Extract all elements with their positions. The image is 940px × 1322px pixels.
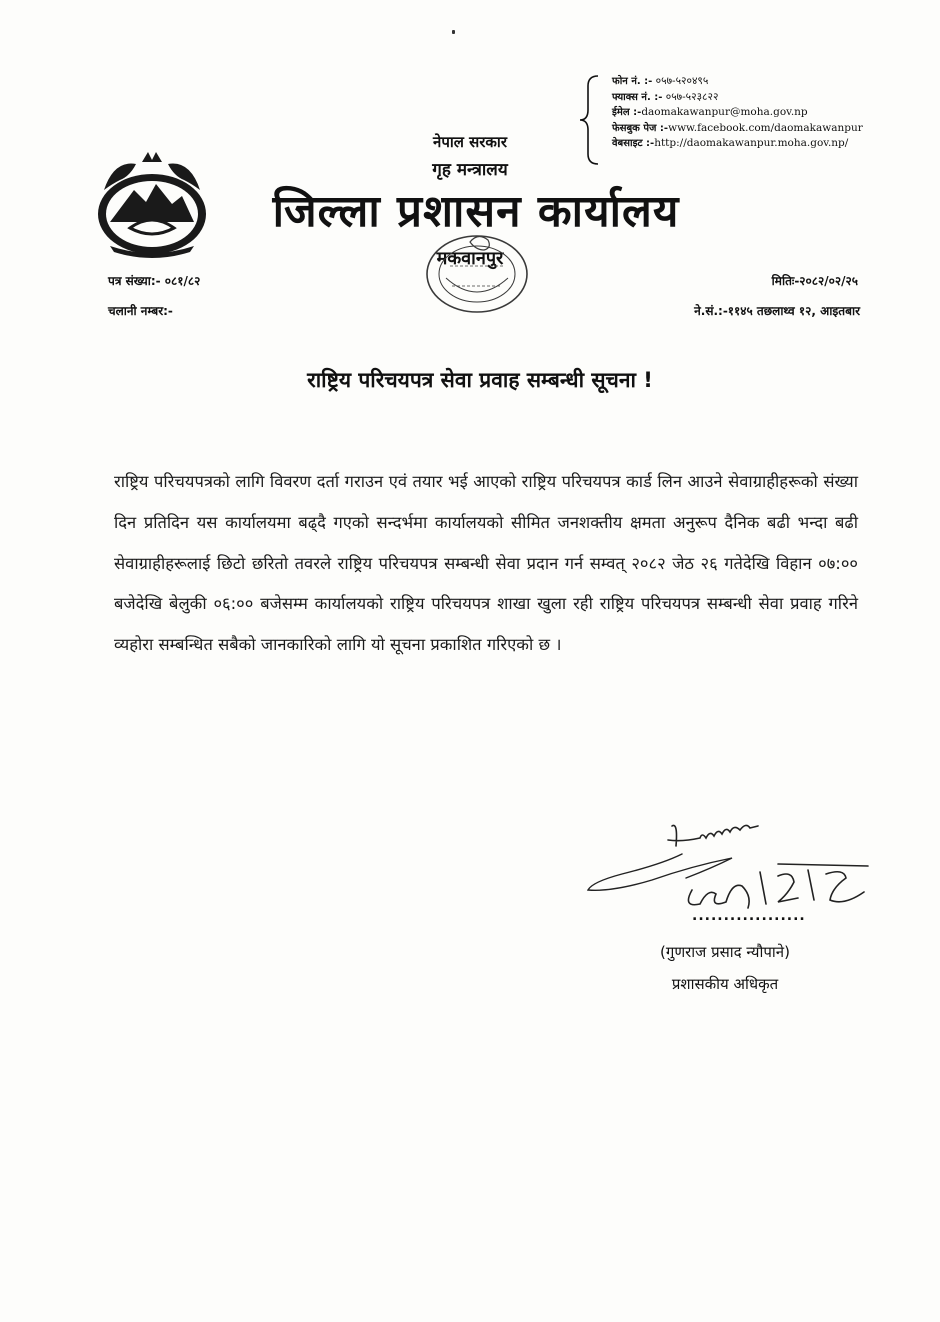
letter-number: पत्र संख्या:- ०८१/८२ — [108, 274, 201, 288]
office-title: जिल्ला प्रशासन कार्यालय — [272, 186, 680, 237]
letter-date: मितिः-२०८२/०२/२५ — [771, 274, 858, 288]
ministry-heading: गृह मन्त्रालय — [432, 160, 508, 180]
signer-designation: प्रशासकीय अधिकृत — [671, 975, 779, 993]
notice-title: राष्ट्रिय परिचयपत्र सेवा प्रवाह सम्बन्धी सूचना ! — [307, 368, 653, 392]
office-stamp-icon — [418, 226, 536, 318]
nepal-sambat-date: ने.सं.:-११४५ तछलाथ्व १२, आइतबार — [694, 304, 860, 318]
contact-phone: फोन नं. :- ०५७-५२०४९५ — [612, 75, 709, 87]
speck-mark — [452, 30, 455, 34]
contact-facebook: फेसबुक पेज :-www.facebook.com/daomakawanpur — [612, 121, 863, 134]
nepal-emblem-icon — [90, 150, 214, 258]
government-heading: नेपाल सरकार — [433, 133, 507, 151]
contact-email: ईमेल :-daomakawanpur@moha.gov.np — [612, 106, 808, 118]
contact-block — [612, 74, 912, 152]
contact-fax: फ्याक्स नं. :- ०५७-५२३८२२ — [612, 90, 719, 103]
dispatch-number: चलानी नम्बर:- — [108, 304, 173, 318]
notice-body: राष्ट्रिय परिचयपत्रको लागि विवरण दर्ता गराउन एवं तयार भई आएको राष्ट्रिय परिचयपत्र कार्ड लिन आउने सेवाग्राहीहरूको संख्या दिन प्रतिदिन यस कार्यालयमा बढ्दै गएको सन्दर्भमा कार्यालयको सीमित जनशक्तीय क्षमता अनुरूप दैनिक बढी भन्दा बढी सेवाग्राहीहरूलाई छिटो छरितो तवरले राष्ट्रिय परिचयपत्र सम्बन्धी सेवा प्रदान गर्न सम्वत् २०८२ जेठ २६ गतेदेखि विहान ०७:०० बजेदेखि बेलुकी ०६:०० बजेसम्म कार्यालयको राष्ट्रिय परिचयपत्र शाखा खुला रही राष्ट्रिय परिचयपत्र सम्बन्धी सेवा प्रवाह गरिने व्यहोरा सम्बन्धित सबैको जानकारिको लागि यो सूचना प्रकाशित गरिएको छ । — [114, 472, 858, 655]
signer-name: (गुणराज प्रसाद न्यौपाने) — [660, 943, 790, 961]
contact-website: वेबसाइट :-http://daomakawanpur.moha.gov.np/ — [612, 137, 849, 149]
signature-dots: .................. — [692, 908, 806, 924]
district-name: मकवानपुर — [436, 248, 504, 269]
brace-icon — [578, 74, 602, 166]
